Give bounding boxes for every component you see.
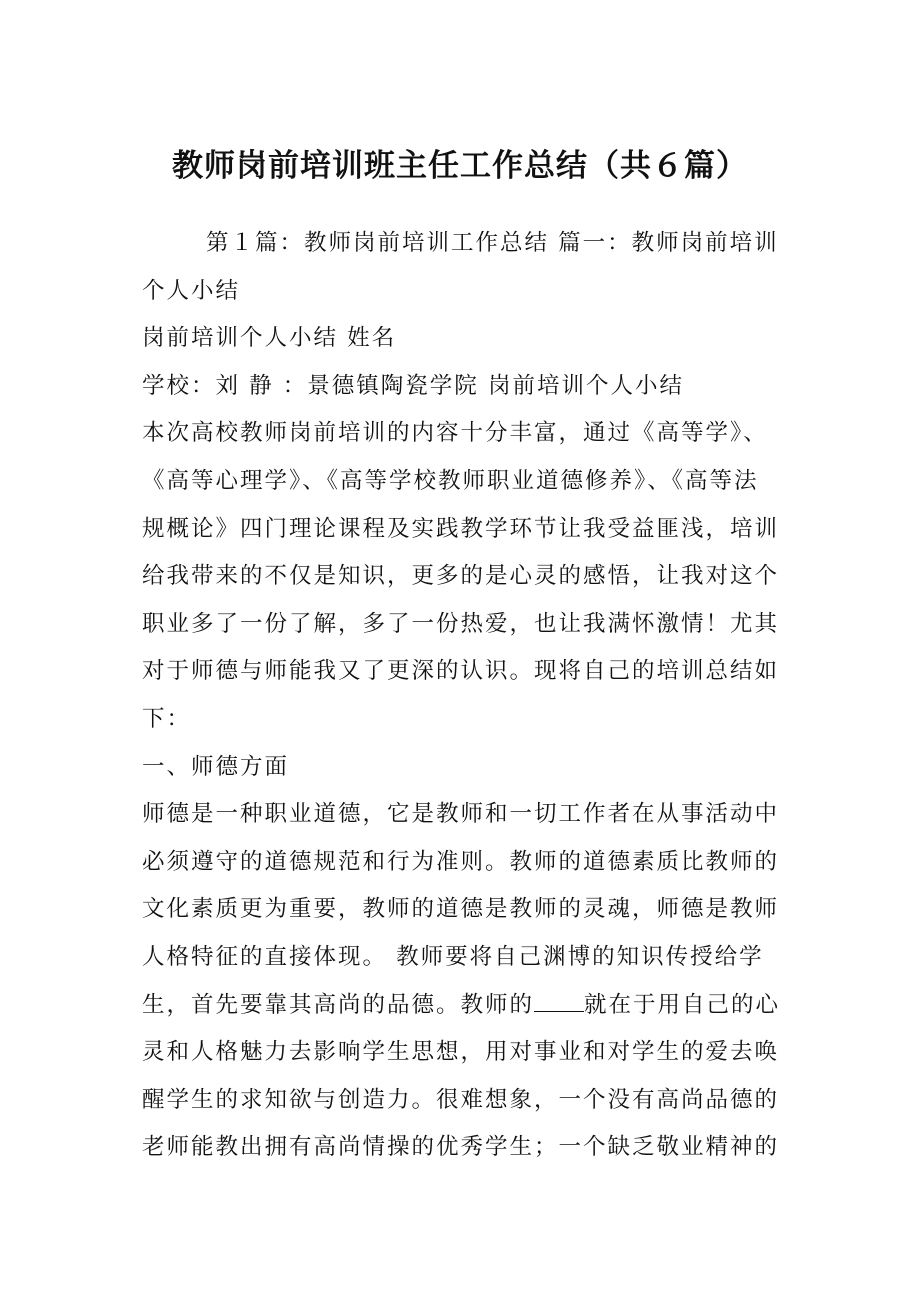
paragraph-training-summary: 本次高校教师岗前培训的内容十分丰富，通过《高等学》、《高等心理学》、《高等学校教师职业道德修养》、《高等法规概论》四门理论课程及实践教学环节让我受益匪浅，培训给我带来的不仅是知识，更多的是心灵的感悟，让我对这个职业多了一份了解，多了一份热爱，也让我满怀激情！尤其对于师德与师能我又了更深的认识。现将自己的培训总结如下：	[142, 420, 780, 732]
paragraph-ethics	[142, 791, 782, 1172]
document-body	[142, 220, 782, 1172]
section-heading-ethics: 一、师德方面	[142, 753, 290, 780]
paragraph-school-line: 学校：刘 静 ：景德镇陶瓷学院 岗前培训个人小结	[142, 372, 684, 399]
document-title: 教师岗前培训班主任工作总结（共６篇）	[172, 148, 748, 184]
paragraph-ethics-part1: 师德是一种职业道德，它是教师和一切工作者在从事活动中必须遵守的道德规范和行为准则。教师的道德素质比教师的文化素质更为重要，教师的道德是教师的灵魂，师德是教师人格特征的直接体现。 教师要将自己渊博的知识传授给学生，首先要靠其高尚的品德。教师的	[142, 801, 780, 1018]
paragraph-name-line: 岗前培训个人小结 姓名	[142, 325, 397, 352]
fill-in-blank	[534, 993, 584, 1012]
paragraph-intro: 第１篇：教师岗前培训工作总结 篇一：教师岗前培训个人小结	[142, 230, 779, 304]
paragraph-ethics-part2: 就在于用自己的心灵和人格魅力去影响学生思想，用对事业和对学生的爱去唤醒学生的求知欲与创造力。很难想象，一个没有高尚品德的老师能教出拥有高尚情操的优秀学生；一个缺乏敬业精神的	[142, 991, 781, 1161]
